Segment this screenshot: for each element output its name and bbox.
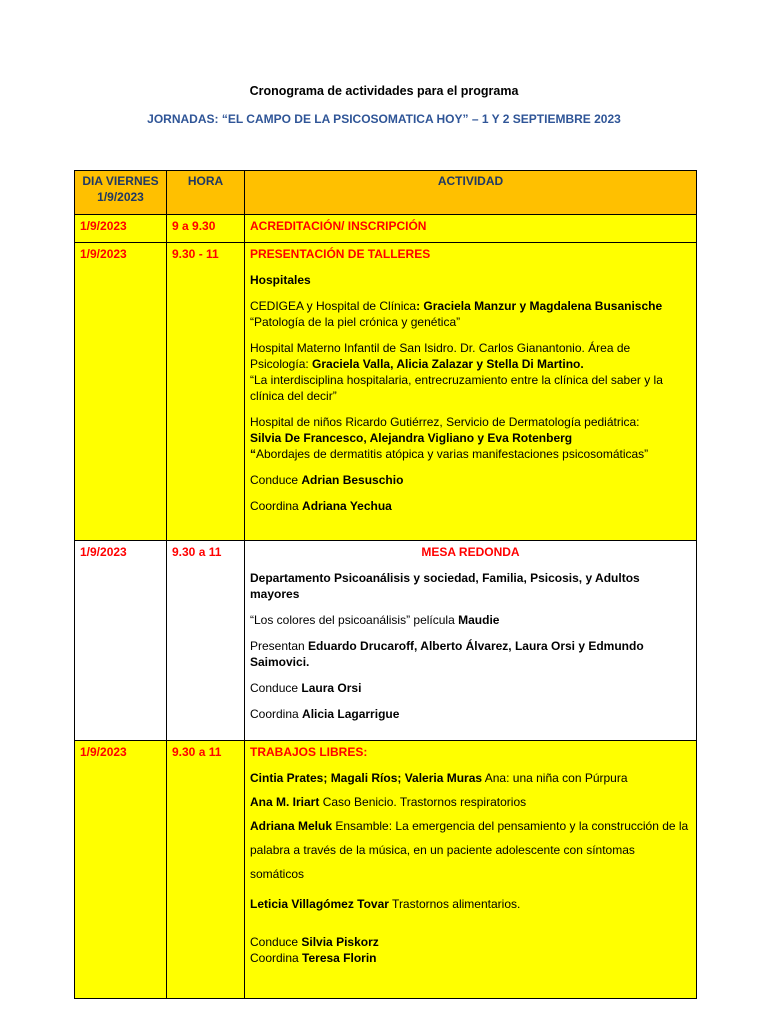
activity-title: PRESENTACIÓN DE TALLERES bbox=[250, 247, 431, 261]
table-header-row bbox=[75, 171, 697, 215]
activity-title: TRABAJOS LIBRES: bbox=[250, 745, 368, 759]
activity-paragraph: Hospital Materno Infantil de San Isidro. Dr. Carlos Gianantonio. Área de Psicología: Graciela Valla, Alicia Zalazar y Stella Di Martino. “La interdisciplina hospitalaria, entrecruzamiento entre la clínica del saber y la clínica del decir” bbox=[250, 341, 663, 403]
activity-paragraph: “Los colores del psicoanálisis” película Maudie bbox=[250, 613, 500, 627]
row-date: 1/9/2023 bbox=[75, 243, 167, 541]
activity-paragraph: Presentan Eduardo Drucaroff, Alberto Álvarez, Laura Orsi y Edmundo Saimovici. bbox=[250, 639, 644, 669]
schedule-table bbox=[74, 170, 697, 999]
header-hour: HORA bbox=[167, 171, 245, 215]
header-activity: ACTIVIDAD bbox=[245, 171, 697, 215]
table-row bbox=[75, 741, 697, 999]
row-date: 1/9/2023 bbox=[75, 215, 167, 243]
coordina-line: Coordina Adriana Yechua bbox=[250, 499, 392, 513]
document-subtitle: JORNADAS: “EL CAMPO DE LA PSICOSOMATICA HOY” – 1 Y 2 SEPTIEMBRE 2023 bbox=[147, 112, 621, 126]
table-row bbox=[75, 541, 697, 741]
row-activity bbox=[245, 741, 697, 999]
row-date: 1/9/2023 bbox=[75, 741, 167, 999]
activity-paragraph: Cintia Prates; Magali Ríos; Valeria Muras Ana: una niña con Púrpura bbox=[250, 771, 628, 785]
row-hour: 9.30 - 11 bbox=[167, 243, 245, 541]
coordina-line: Coordina Alicia Lagarrigue bbox=[250, 707, 400, 721]
activity-paragraph: Ana M. Iriart Caso Benicio. Trastornos respiratorios bbox=[250, 795, 527, 809]
row-activity bbox=[245, 243, 697, 541]
conduce-line: Conduce Adrian Besuschio bbox=[250, 473, 404, 487]
conduce-line: Conduce Laura Orsi bbox=[250, 681, 362, 695]
coordina-line: Coordina Teresa Florin bbox=[250, 951, 377, 965]
document-title: Cronograma de actividades para el programa bbox=[249, 84, 519, 98]
activity-paragraph: Leticia Villagómez Tovar Trastornos alimentarios. bbox=[250, 897, 521, 911]
row-date: 1/9/2023 bbox=[75, 541, 167, 741]
table-row bbox=[75, 215, 697, 243]
header-day: DIA VIERNES 1/9/2023 bbox=[75, 171, 167, 215]
row-activity: ACREDITACIÓN/ INSCRIPCIÓN bbox=[245, 215, 697, 243]
activity-paragraph: Departamento Psicoanálisis y sociedad, Familia, Psicosis, y Adultos mayores bbox=[250, 571, 640, 601]
activity-paragraph: CEDIGEA y Hospital de Clínica: Graciela Manzur y Magdalena Busanische “Patología de la piel crónica y genética” bbox=[250, 299, 663, 329]
table-row bbox=[75, 243, 697, 541]
row-activity bbox=[245, 541, 697, 741]
activity-paragraph: Adriana Meluk Ensamble: La emergencia del pensamiento y la construcción de la palabra a través de la música, en un paciente adolescente con síntomas somáticos bbox=[250, 819, 689, 881]
row-hour: 9.30 a 11 bbox=[167, 541, 245, 741]
row-hour: 9.30 a 11 bbox=[167, 741, 245, 999]
activity-title: MESA REDONDA bbox=[421, 545, 520, 559]
row-hour: 9 a 9.30 bbox=[167, 215, 245, 243]
activity-paragraph: Hospital de niños Ricardo Gutiérrez, Servicio de Dermatología pediátrica: Silvia De Francesco, Alejandra Vigliano y Eva Rotenberg “Abordajes de dermatitis atópica y varias manifestaciones psicosomáticas” bbox=[250, 415, 649, 461]
conduce-line: Conduce Silvia Piskorz bbox=[250, 935, 379, 949]
section-heading: Hospitales bbox=[250, 273, 311, 287]
